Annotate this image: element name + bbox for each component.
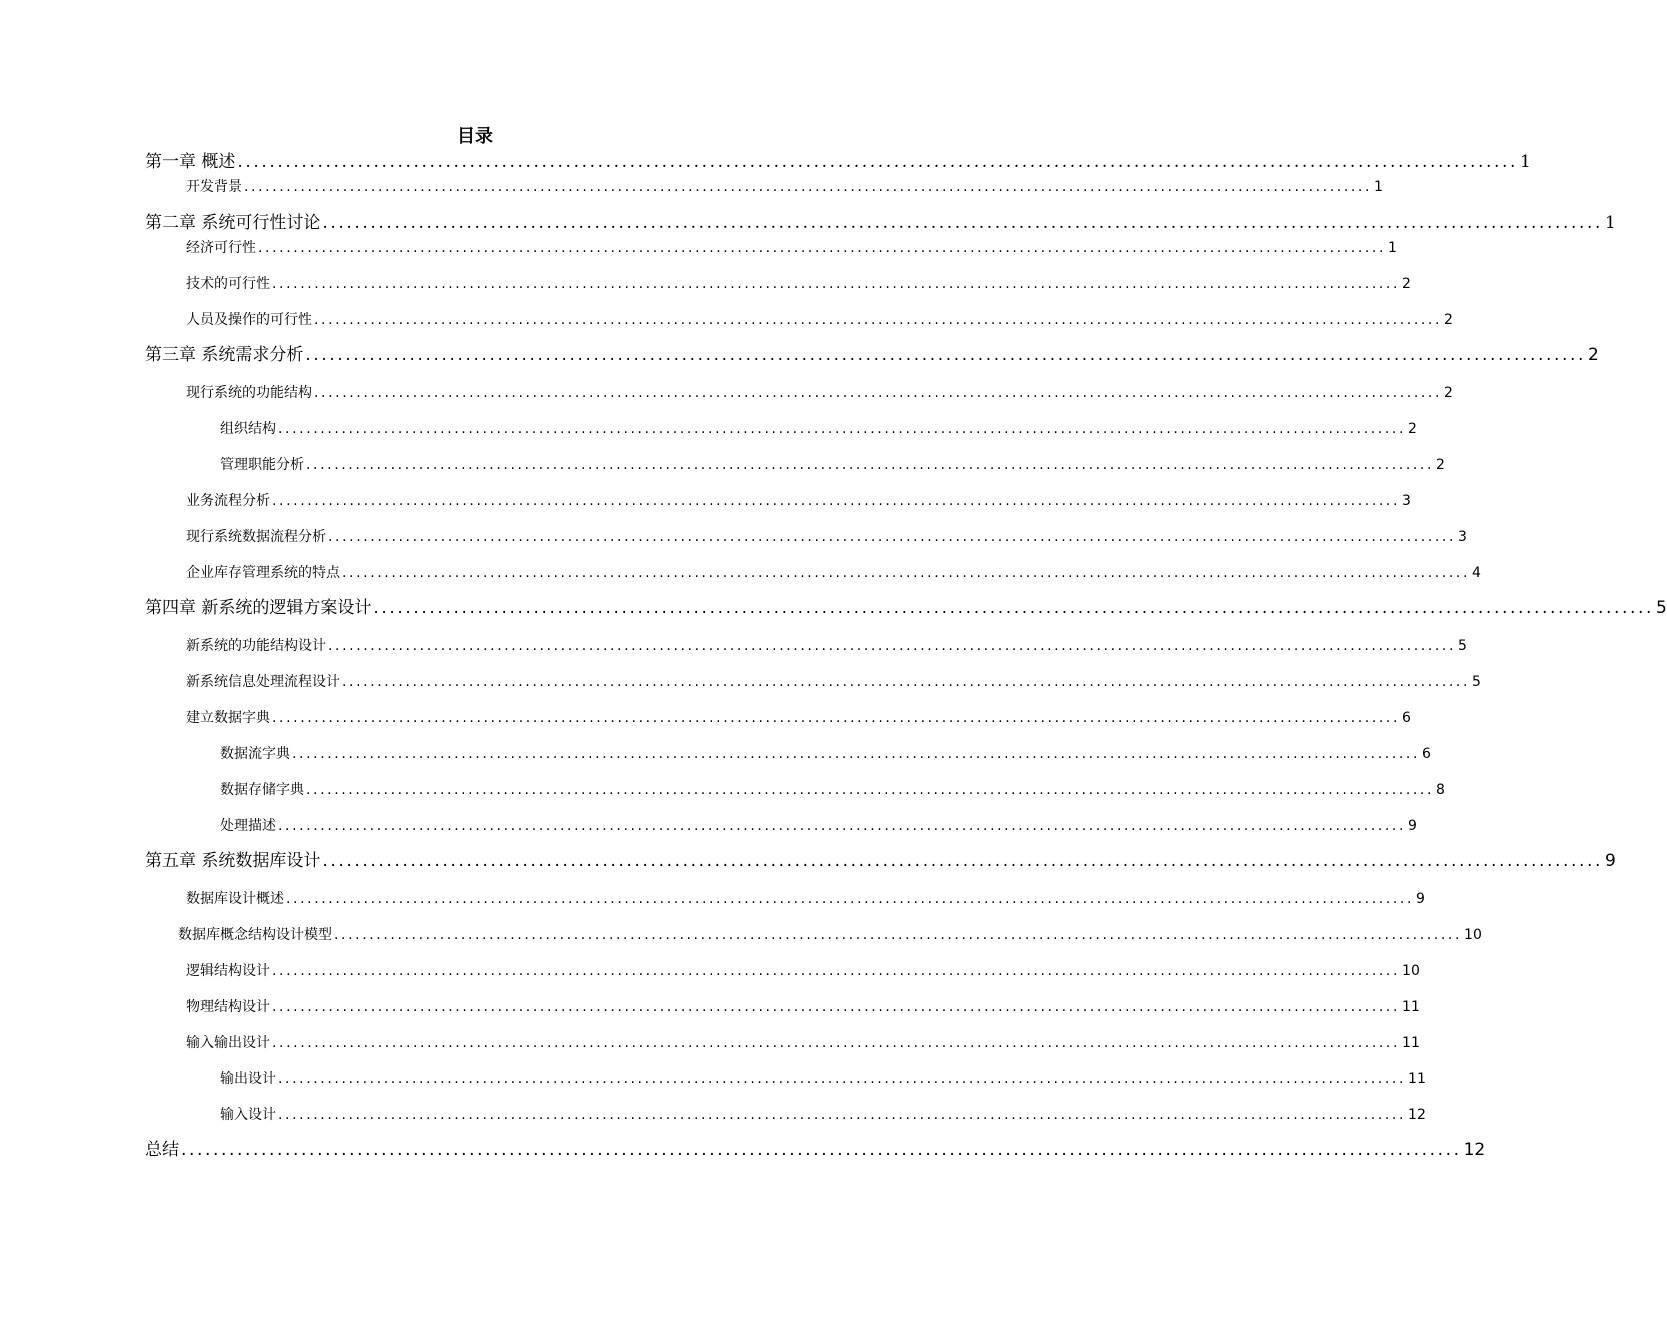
toc-entry-label: 第一章 概述: [145, 152, 236, 172]
toc-entry-label: 业务流程分析: [186, 493, 270, 509]
toc-page-number: 5: [1472, 674, 1481, 690]
toc-page-number: 1: [1388, 240, 1397, 256]
toc-leader-dots: ................................................................................................................................................................: [328, 638, 1457, 654]
toc-entry-label: 技术的可行性: [186, 276, 270, 292]
toc-entry-label: 物理结构设计: [186, 999, 270, 1015]
toc-leader-dots: ................................................................................................................................................................: [278, 421, 1407, 437]
toc-entry-label: 新系统信息处理流程设计: [186, 674, 340, 690]
toc-leader-dots: ................................................................................................................................................................: [272, 1035, 1401, 1051]
toc-page-number: 2: [1436, 457, 1445, 473]
toc-leader-dots: ................................................................................................................................................................: [373, 598, 1655, 618]
toc-leader-dots: ................................................................................................................................................................: [306, 457, 1435, 473]
toc-entry-section[interactable]: [186, 889, 1425, 909]
toc-entry-label: 输入设计: [220, 1107, 276, 1123]
toc-page-number: 5: [1656, 598, 1667, 618]
toc-page-number: 3: [1402, 493, 1411, 509]
toc-entry-subsection[interactable]: [220, 1105, 1426, 1125]
toc-page-number: 8: [1436, 782, 1445, 798]
toc-entry-subsection[interactable]: [220, 744, 1431, 764]
toc-leader-dots: ................................................................................................................................................................: [342, 674, 1471, 690]
toc-page-number: 4: [1472, 565, 1481, 581]
toc-leader-dots: ................................................................................................................................................................: [272, 493, 1401, 509]
toc-entry-chapter-4[interactable]: [145, 596, 1667, 620]
toc-entry-section[interactable]: [186, 491, 1411, 511]
toc-page-number: 6: [1422, 746, 1431, 762]
toc-entry-subsection[interactable]: [220, 1069, 1426, 1089]
toc-entry-label: 现行系统的功能结构: [186, 385, 312, 401]
toc-page-number: 11: [1402, 999, 1420, 1015]
toc-leader-dots: ................................................................................................................................................................: [342, 565, 1471, 581]
toc-page-number: 5: [1458, 638, 1467, 654]
toc-page-number: 9: [1408, 818, 1417, 834]
toc-leader-dots: ................................................................................................................................................................: [306, 782, 1435, 798]
toc-page-number: 2: [1408, 421, 1417, 437]
toc-leader-dots: ................................................................................................................................................................: [314, 385, 1443, 401]
toc-page-number: 3: [1458, 529, 1467, 545]
toc-title: 目录: [457, 126, 493, 147]
toc-entry-chapter-2[interactable]: [145, 211, 1616, 235]
toc-entry-label: 现行系统数据流程分析: [186, 529, 326, 545]
toc-leader-dots: ................................................................................................................................................................: [272, 999, 1401, 1015]
toc-entry-section[interactable]: [186, 383, 1453, 403]
toc-entry-label: 组织结构: [220, 421, 276, 437]
toc-entry-section[interactable]: [186, 708, 1411, 728]
toc-entry-section[interactable]: [186, 672, 1481, 692]
toc-page-number: 2: [1444, 312, 1453, 328]
toc-entry-chapter-5[interactable]: [145, 849, 1616, 873]
toc-leader-dots: ................................................................................................................................................................: [258, 240, 1387, 256]
toc-entry-chapter-1[interactable]: [145, 150, 1531, 174]
toc-page-number: 11: [1402, 1035, 1420, 1051]
toc-entry-label: 企业库存管理系统的特点: [186, 565, 340, 581]
toc-entry-label: 建立数据字典: [186, 710, 270, 726]
toc-leader-dots: ................................................................................................................................................................: [314, 312, 1443, 328]
toc-entry-label: 新系统的功能结构设计: [186, 638, 326, 654]
toc-entry-section[interactable]: [186, 563, 1481, 583]
toc-entry-section[interactable]: [186, 527, 1467, 547]
toc-entry-label: 数据库概念结构设计模型: [178, 927, 332, 943]
toc-entry-label: 第五章 系统数据库设计: [145, 851, 321, 871]
toc-entry-section[interactable]: [178, 925, 1482, 945]
toc-page-number: 9: [1605, 851, 1616, 871]
toc-entry-label: 人员及操作的可行性: [186, 312, 312, 328]
toc-entry-conclusion[interactable]: [145, 1138, 1486, 1162]
toc-entry-label: 输出设计: [220, 1071, 276, 1087]
toc-leader-dots: ................................................................................................................................................................: [272, 710, 1401, 726]
toc-page-number: 10: [1464, 927, 1482, 943]
toc-page-number: 12: [1463, 1140, 1486, 1160]
toc-page-number: 2: [1588, 345, 1599, 365]
toc-page-number: 11: [1408, 1071, 1426, 1087]
toc-leader-dots: ................................................................................................................................................................: [286, 891, 1415, 907]
toc-entry-label: 总结: [145, 1140, 179, 1160]
toc-entry-subsection[interactable]: [220, 816, 1417, 836]
toc-leader-dots: ................................................................................................................................................................: [181, 1140, 1462, 1160]
toc-leader-dots: ................................................................................................................................................................: [278, 818, 1407, 834]
toc-page-number: 1: [1605, 213, 1616, 233]
toc-entry-subsection[interactable]: [220, 455, 1445, 475]
toc-leader-dots: ................................................................................................................................................................: [278, 1071, 1407, 1087]
toc-page-number: 6: [1402, 710, 1411, 726]
toc-leader-dots: ................................................................................................................................................................: [328, 529, 1457, 545]
toc-leader-dots: ................................................................................................................................................................: [322, 851, 1604, 871]
toc-entry-label: 输入输出设计: [186, 1035, 270, 1051]
toc-page-number: 1: [1520, 152, 1531, 172]
toc-entry-label: 第二章 系统可行性讨论: [145, 213, 321, 233]
toc-entry-subsection[interactable]: [220, 419, 1417, 439]
toc-entry-section[interactable]: [186, 310, 1453, 330]
toc-entry-label: 处理描述: [220, 818, 276, 834]
toc-entry-label: 开发背景: [186, 179, 242, 195]
toc-entry-section[interactable]: [186, 238, 1397, 258]
toc-entry-label: 第四章 新系统的逻辑方案设计: [145, 598, 372, 618]
toc-page-number: 9: [1416, 891, 1425, 907]
toc-entry-label: 数据流字典: [220, 746, 290, 762]
toc-leader-dots: ................................................................................................................................................................: [305, 345, 1587, 365]
toc-entry-label: 第三章 系统需求分析: [145, 345, 304, 365]
toc-entry-subsection[interactable]: [220, 780, 1445, 800]
toc-entry-chapter-3[interactable]: [145, 343, 1599, 367]
toc-leader-dots: ................................................................................................................................................................: [272, 963, 1401, 979]
toc-page-number: 12: [1408, 1107, 1426, 1123]
toc-entry-section[interactable]: [186, 177, 1383, 197]
toc-entry-section[interactable]: [186, 1033, 1420, 1053]
toc-page-number: 10: [1402, 963, 1420, 979]
toc-entry-section[interactable]: [186, 636, 1467, 656]
toc-entry-label: 数据存储字典: [220, 782, 304, 798]
toc-leader-dots: ................................................................................................................................................................: [272, 276, 1401, 292]
toc-leader-dots: ................................................................................................................................................................: [278, 1107, 1407, 1123]
toc-leader-dots: ................................................................................................................................................................: [292, 746, 1421, 762]
toc-page-number: 1: [1374, 179, 1383, 195]
toc-leader-dots: ................................................................................................................................................................: [244, 179, 1373, 195]
toc-entry-label: 经济可行性: [186, 240, 256, 256]
toc-leader-dots: ................................................................................................................................................................: [322, 213, 1604, 233]
toc-page-number: 2: [1402, 276, 1411, 292]
toc-leader-dots: ................................................................................................................................................................: [334, 927, 1463, 943]
toc-entry-section[interactable]: [186, 274, 1411, 294]
toc-page-number: 2: [1444, 385, 1453, 401]
toc-entry-section[interactable]: [186, 997, 1420, 1017]
toc-entry-label: 数据库设计概述: [186, 891, 284, 907]
toc-entry-label: 逻辑结构设计: [186, 963, 270, 979]
toc-entry-section[interactable]: [186, 961, 1420, 981]
toc-leader-dots: ................................................................................................................................................................: [237, 152, 1519, 172]
toc-entry-label: 管理职能分析: [220, 457, 304, 473]
